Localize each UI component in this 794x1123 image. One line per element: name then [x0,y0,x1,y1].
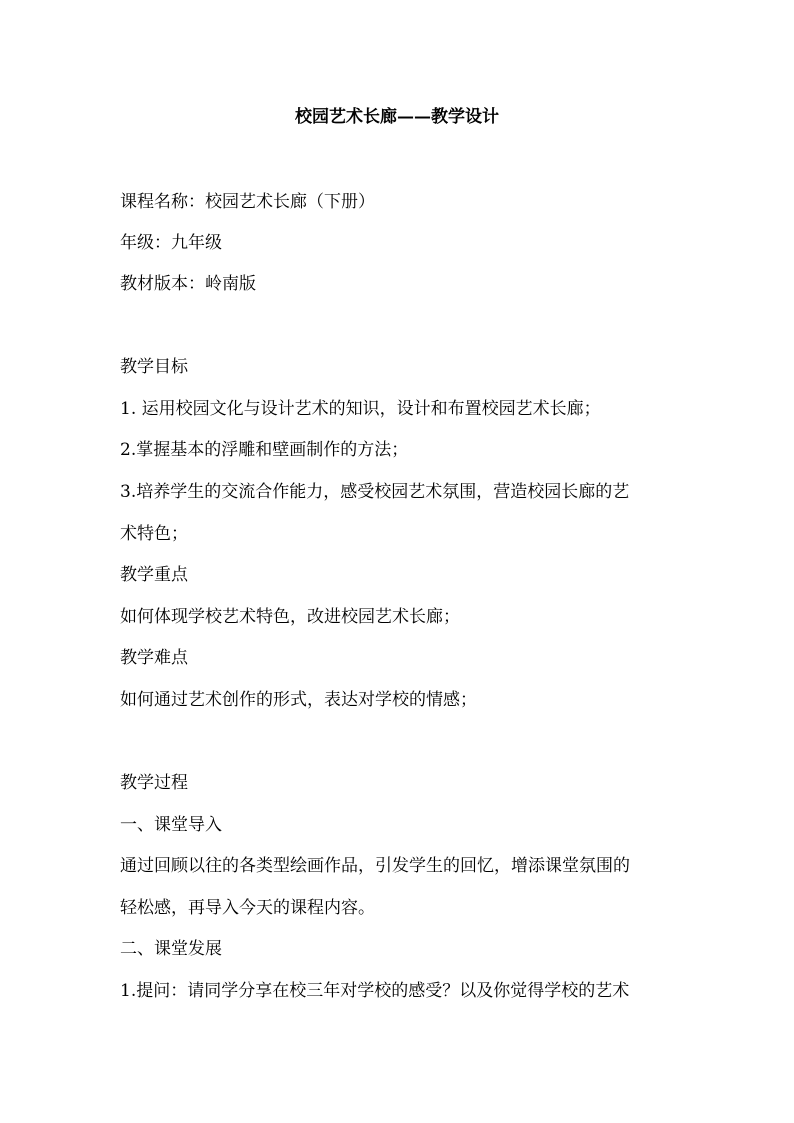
section-2-heading: 二、课堂发展 [120,939,222,959]
textbook-version: 教材版本：岭南版 [120,274,256,294]
key-point-heading: 教学重点 [120,565,188,585]
process-heading: 教学过程 [120,773,188,793]
grade: 年级：九年级 [120,233,222,253]
section-2-item-1: 1.提问：请同学分享在校三年对学校的感受？以及你觉得学校的艺术 [120,981,630,1001]
key-point-text: 如何体现学校艺术特色，改进校园艺术长廊； [120,607,460,627]
goals-heading: 教学目标 [120,357,188,377]
difficulty-text: 如何通过艺术创作的形式，表达对学校的情感； [120,690,477,710]
difficulty-heading: 教学难点 [120,648,188,668]
document-title: 校园艺术长廊——教学设计 [295,107,499,127]
course-name: 课程名称：校园艺术长廊（下册） [120,192,375,212]
goal-item-2: 2.掌握基本的浮雕和壁画制作的方法； [120,440,409,460]
goal-item-3-line-2: 术特色； [120,524,188,544]
section-1-text-line-1: 通过回顾以往的各类型绘画作品，引发学生的回忆，增添课堂氛围的 [120,856,630,876]
section-1-text-line-2: 轻松感，再导入今天的课程内容。 [120,898,375,918]
section-1-heading: 一、课堂导入 [120,815,222,835]
goal-item-3-line-1: 3.培养学生的交流合作能力，感受校园艺术氛围，营造校园长廊的艺 [120,482,630,502]
goal-item-1: 1. 运用校园文化与设计艺术的知识，设计和布置校园艺术长廊； [120,399,601,419]
